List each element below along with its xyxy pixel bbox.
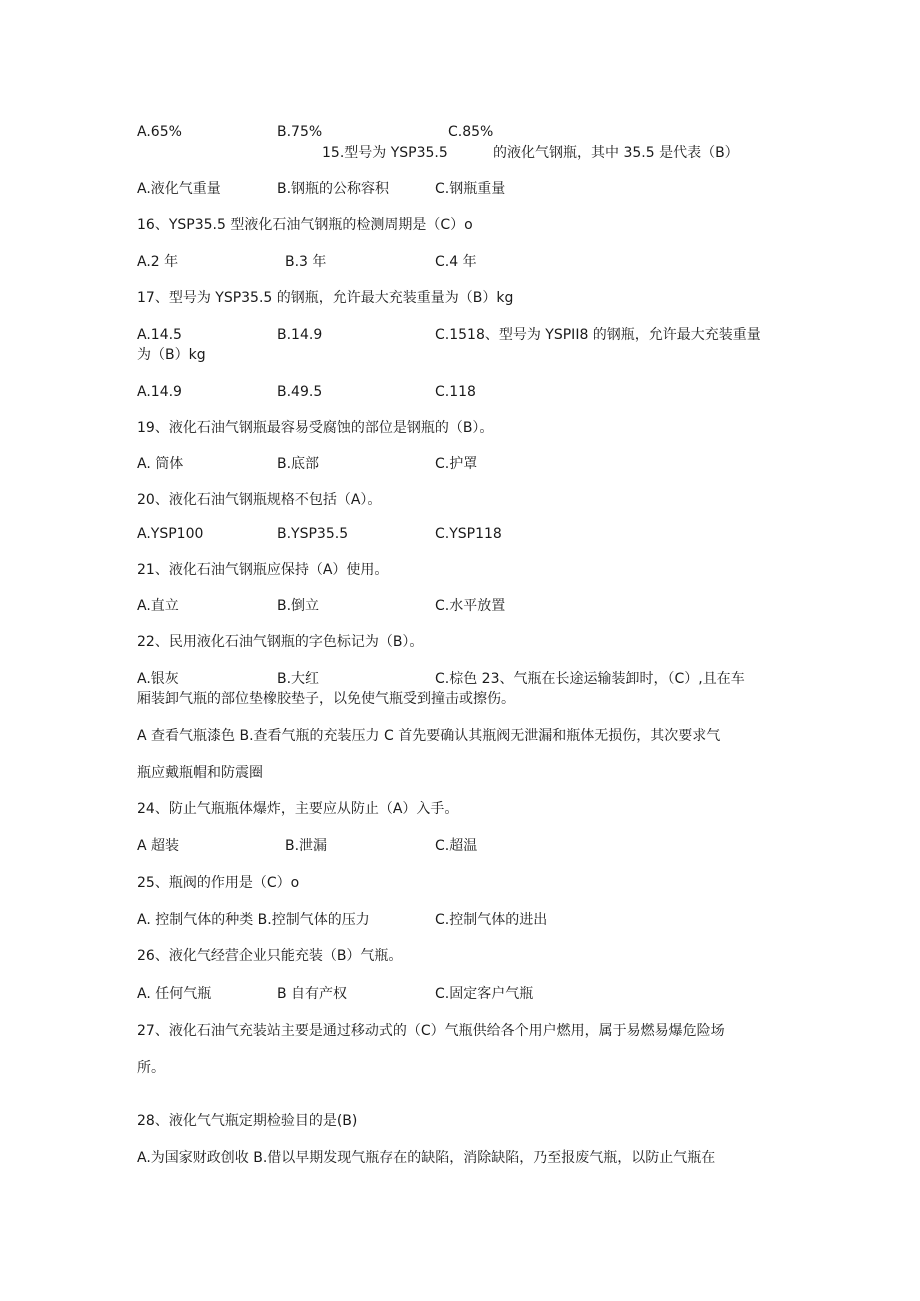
q25-stem: 25、瓶阀的作用是（C）o [137, 875, 300, 891]
q15-option-c: C.钢瓶重量 [435, 181, 506, 197]
q19-option-a: A. 筒体 [137, 456, 184, 472]
q22-stem: 22、民用液化石油气钢瓶的字色标记为（B）。 [137, 634, 424, 650]
q23-stem-line2: 厢装卸气瓶的部位垫橡胶垫子，以免使气瓶受到撞击或擦伤。 [137, 691, 515, 707]
q16-option-b: B.3 年 [285, 254, 327, 270]
q26-option-a: A. 任何气瓶 [137, 986, 212, 1002]
q23-options-line2: 瓶应戴瓶帽和防震圈 [137, 765, 263, 781]
q18-option-a: A.14.9 [137, 384, 182, 400]
q21-option-a: A.直立 [137, 598, 179, 614]
q15-option-a: A.液化气重量 [137, 181, 221, 197]
q18-option-b: B.49.5 [277, 384, 323, 400]
q28-stem: 28、液化气气瓶定期检验目的是(B) [137, 1113, 358, 1129]
q19-option-b: B.底部 [277, 456, 320, 472]
q18-option-c: C.118 [435, 384, 476, 400]
q26-stem: 26、液化气经营企业只能充装（B）气瓶。 [137, 948, 403, 964]
q20-stem: 20、液化石油气钢瓶规格不包括（A）。 [137, 492, 382, 508]
q17-option-a: A.14.5 [137, 327, 182, 343]
q17-stem: 17、型号为 YSP35.5 的钢瓶，允许最大充装重量为（B）kg [137, 290, 514, 306]
q24-option-c: C.超温 [435, 838, 478, 854]
q16-option-c: C.4 年 [435, 254, 477, 270]
q23-stem-line1: C.棕色 23、气瓶在长途运输装卸时，（C）,且在车 [435, 671, 745, 687]
q18-stem-line2: 为（B）kg [137, 347, 206, 363]
q19-option-c: C.护罩 [435, 456, 478, 472]
q19-stem: 19、液化石油气钢瓶最容易受腐蚀的部位是钢瓶的（B）。 [137, 420, 494, 436]
q25-option-c: C.控制气体的进出 [435, 912, 548, 928]
q15-stem-part-a: 15.型号为 YSP35.5 [322, 145, 448, 161]
q22-option-a: A.银灰 [137, 671, 179, 687]
q21-option-c: C.水平放置 [435, 598, 506, 614]
q25-option-ab: A. 控制气体的种类 B.控制气体的压力 [137, 912, 370, 928]
q27-stem-line2: 所。 [137, 1060, 165, 1076]
q26-option-b: B 自有产权 [277, 986, 348, 1002]
q16-option-a: A.2 年 [137, 254, 179, 270]
q14-option-c: C.85% [448, 124, 494, 140]
q22-option-b: B.大红 [277, 671, 320, 687]
q16-stem: 16、YSP35.5 型液化石油气钢瓶的检测周期是（C）o [137, 217, 473, 233]
q23-options-line1: A 查看气瓶漆色 B.查看气瓶的充装压力 C 首先要确认其瓶阀无泄漏和瓶体无损伤，其次要求气 [137, 728, 721, 744]
q24-option-a: A 超装 [137, 838, 180, 854]
q24-stem: 24、防止气瓶瓶体爆炸，主要应从防止（A）入手。 [137, 801, 459, 817]
q15-option-b: B.钢瓶的公称容积 [277, 181, 390, 197]
q18-stem-line1: C.1518、型号为 YSPII8 的钢瓶，允许最大充装重量 [435, 327, 761, 343]
q20-option-b: B.YSP35.5 [277, 526, 349, 542]
q28-options-line1: A.为国家财政创收 B.借以早期发现气瓶存在的缺陷，消除缺陷，乃至报废气瓶，以防止气瓶在 [137, 1150, 716, 1166]
q26-option-c: C.固定客户气瓶 [435, 986, 534, 1002]
q21-stem: 21、液化石油气钢瓶应保持（A）使用。 [137, 562, 389, 578]
q15-stem-part-b: 的液化气钢瓶，其中 35.5 是代表（B） [493, 145, 739, 161]
q27-stem-line1: 27、液化石油气充装站主要是通过移动式的（C）气瓶供给各个用户燃用，属于易燃易爆危险场 [137, 1023, 725, 1039]
q24-option-b: B.泄漏 [285, 838, 328, 854]
q20-option-a: A.YSP100 [137, 526, 204, 542]
q14-option-b: B.75% [277, 124, 323, 140]
q17-option-b: B.14.9 [277, 327, 323, 343]
q14-option-a: A.65% [137, 124, 182, 140]
q21-option-b: B.倒立 [277, 598, 320, 614]
q20-option-c: C.YSP118 [435, 526, 502, 542]
